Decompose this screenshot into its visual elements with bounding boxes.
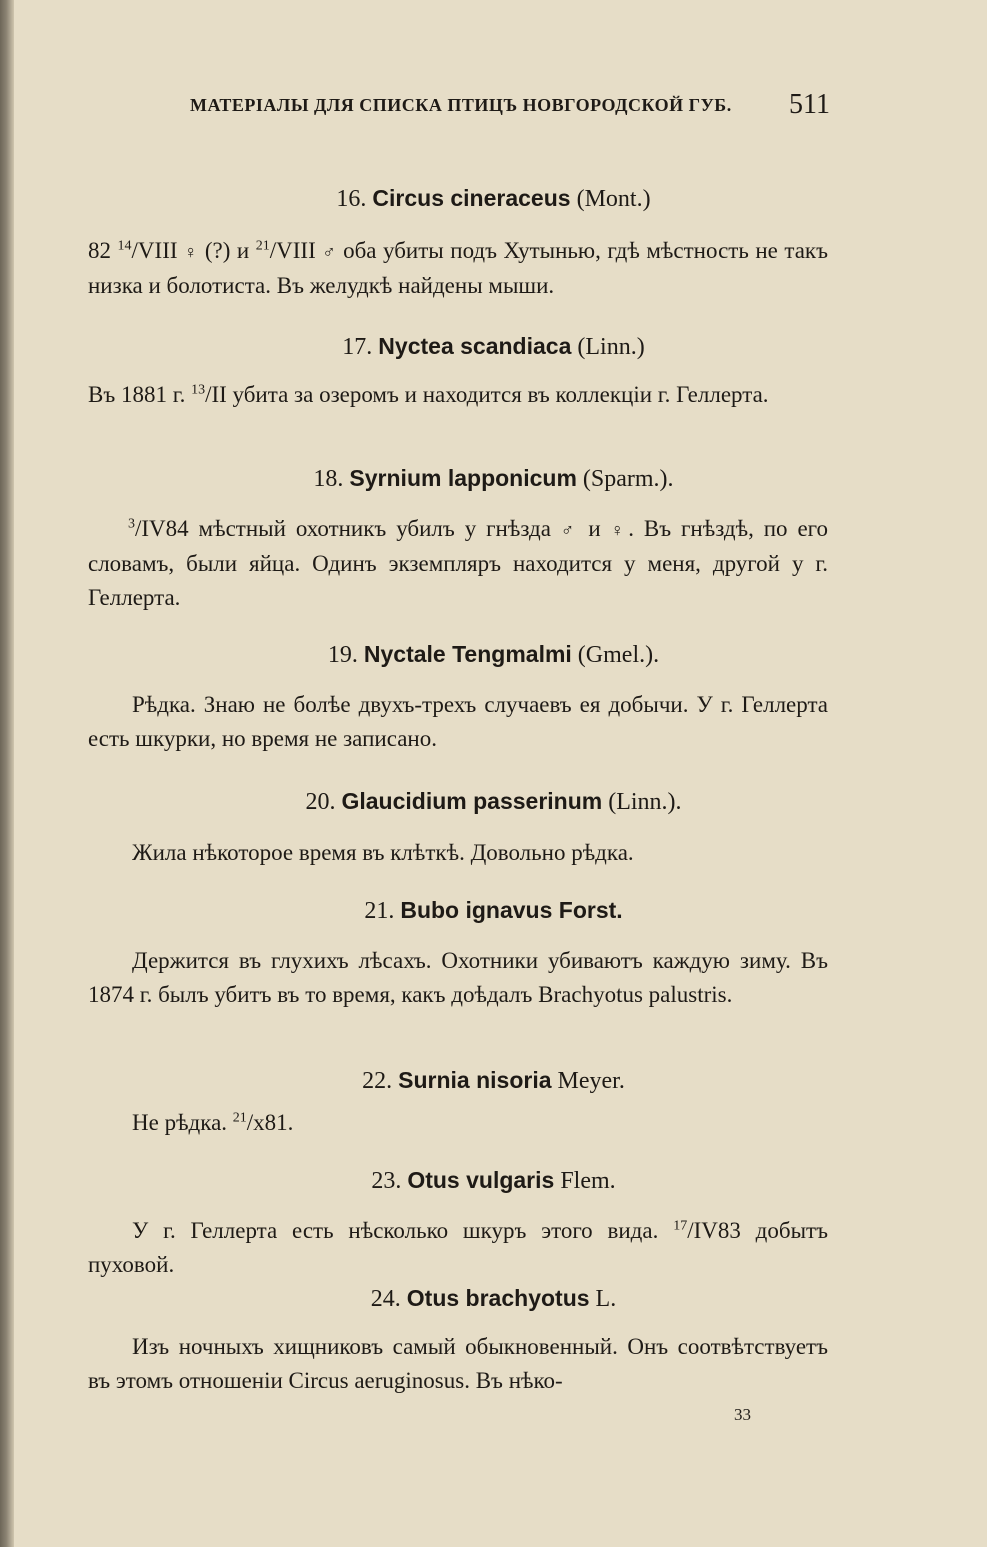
text-run: /IV83 добытъ пуховой. [88, 1218, 828, 1277]
species-name: Otus vulgaris [407, 1167, 555, 1193]
date-superscript: 14 [117, 238, 132, 254]
species-number: 20. [305, 789, 336, 815]
species-number: 17. [342, 334, 373, 360]
species-text-23 [88, 1214, 828, 1282]
species-text-21: Держится въ глухихъ лѣсахъ. Охотники убиваютъ каждую зиму. Въ 1874 г. былъ убитъ въ то время, какъ доѣдалъ Brachyotus palustris. [88, 948, 828, 1007]
date-superscript: 13 [191, 382, 206, 398]
text-run: и [578, 516, 611, 541]
species-author: L. [595, 1286, 617, 1312]
species-name: Syrnium lapponicum [349, 465, 577, 491]
species-number: 18. [313, 466, 344, 492]
species-heading-24 [0, 1282, 987, 1315]
female-symbol-icon: ♀ [610, 520, 629, 540]
species-text-19: Рѣдка. Знаю не болѣе двухъ-трехъ случаевъ ея добычи. У г. Геллерта есть шкурки, но время не записано. [88, 692, 828, 751]
species-name: Otus brachyotus [406, 1285, 590, 1311]
running-header [190, 89, 830, 120]
male-symbol-icon: ♂ [560, 520, 579, 540]
text-run: . Въ гнѣздѣ, по его словамъ, были яйца. Одинъ экземпляръ находится у меня, другой у г. Геллерта. [88, 516, 829, 610]
species-text-24: Изъ ночныхъ хищниковъ самый обыкновенный. Онъ соотвѣтствуетъ въ этомъ отношеніи Circus aeruginosus. Въ нѣко- [88, 1334, 828, 1393]
female-symbol-icon: ♀ [184, 242, 199, 262]
species-author: (Mont.) [576, 186, 651, 212]
date-superscript: 21 [232, 1110, 247, 1126]
text-run: /IV84 мѣстный охотникъ убилъ у гнѣзда [135, 516, 561, 541]
species-number: 19. [327, 642, 358, 668]
species-number: 21. [364, 898, 395, 924]
species-author: (Linn.) [577, 334, 645, 360]
species-heading-16 [0, 182, 987, 215]
species-text-16 [88, 234, 828, 303]
species-author: (Linn.). [608, 789, 682, 815]
date-superscript: 17 [673, 1218, 688, 1234]
signature-mark: 33 [734, 1405, 751, 1424]
species-author: Flem. [560, 1168, 616, 1194]
species-text-22 [88, 1106, 828, 1140]
species-heading-22 [0, 1064, 987, 1097]
species-author: (Gmel.). [577, 642, 660, 668]
text-run: Въ 1881 г. [88, 382, 192, 407]
text-run: У г. Геллерта есть нѣсколько шкуръ этого вида. [132, 1218, 674, 1243]
species-heading-20 [0, 785, 987, 818]
species-heading-19 [0, 638, 987, 671]
species-text-20: Жила нѣкоторое время въ клѣткѣ. Довольно рѣдка. [132, 840, 634, 865]
species-name: Circus cineraceus [372, 185, 571, 211]
text-run: (?) и [198, 238, 256, 263]
species-heading-18 [0, 462, 987, 495]
species-author: (Sparm.). [582, 466, 674, 492]
text-run: оба убиты подъ Хутынью, гдѣ мѣстность не такъ низка и болотиста. Въ желудкѣ найдены мыши. [88, 238, 828, 298]
species-number: 23. [371, 1168, 402, 1194]
species-text-17 [88, 378, 828, 412]
species-author: Meyer. [557, 1068, 625, 1094]
species-text-18 [88, 512, 828, 615]
species-number: 24. [370, 1286, 401, 1312]
species-name: Nyctale Tengmalmi [363, 641, 572, 667]
text-run: Не рѣдка. [132, 1110, 233, 1135]
species-name: Nyctea scandiaca [378, 333, 572, 359]
text-run: /VIII [269, 238, 323, 263]
text-run: /x81. [246, 1110, 294, 1135]
date-superscript: 21 [255, 238, 270, 254]
text-run: /VIII [131, 238, 185, 263]
species-heading-23 [0, 1164, 987, 1197]
page-number: 511 [789, 89, 830, 120]
species-name: Surnia nisoria [398, 1067, 552, 1093]
species-heading-21 [0, 894, 987, 927]
male-symbol-icon: ♂ [322, 242, 337, 262]
species-name: Glaucidium passerinum [341, 788, 603, 814]
species-name: Bubo ignavus Forst. [400, 897, 623, 923]
species-heading-17 [0, 330, 987, 363]
species-number: 16. [336, 186, 367, 212]
date-superscript: 3 [128, 516, 135, 532]
text-run: /II убита за озеромъ и находится въ коллекціи г. Геллерта. [205, 382, 769, 407]
header-title: МАТЕРІАЛЫ ДЛЯ СПИСКА ПТИЦЪ НОВГОРОДСКОЙ ГУБ. [190, 95, 732, 115]
text-run: 82 [88, 238, 118, 263]
species-number: 22. [362, 1068, 393, 1094]
